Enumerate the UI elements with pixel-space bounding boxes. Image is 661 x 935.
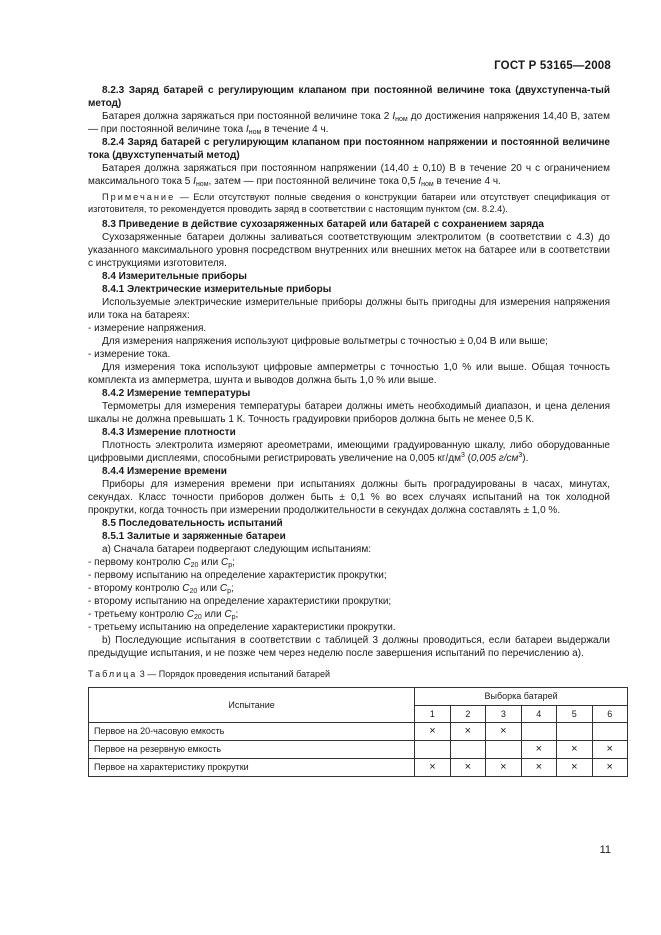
paragraph-8-5-1-a: а) Сначала батареи подвергают следующим испытаниям:	[102, 544, 371, 555]
column-number: 6	[592, 706, 627, 723]
mark-cell: ×	[592, 759, 627, 777]
list-item-1: - первому контролю $C_{20}$ или $C_p$;	[88, 557, 235, 569]
test-name-cell: Первое на характеристику прокрутки	[89, 759, 415, 777]
heading-8-4-3: 8.4.3 Измерение плотности	[102, 427, 236, 438]
column-number: 4	[521, 706, 556, 723]
mark-cell: ×	[521, 759, 556, 777]
list-item-current: - измерение тока.	[88, 349, 171, 360]
mark-cell: ×	[415, 723, 450, 741]
paragraph-8-4-1-intro: Используемые электрические измерительные приборы должны быть пригодны для измерения напряжения или тока на батареях:	[88, 297, 610, 321]
paragraph-8-3: Сухозаряженные батареи должны заливаться соответствующим электролитом (в соответствии с 4.3) до указанного максимального уровня посредством внутренних или внешних меток на батарее или в соответствии с инструкциями изготовителя.	[88, 232, 610, 269]
table-row	[89, 759, 628, 777]
mark-cell: ×	[521, 741, 556, 759]
mark-cell: ×	[557, 759, 592, 777]
list-item-4: - второму испытанию на определение характеристики прокрутки;	[88, 596, 392, 607]
heading-8-3: 8.3 Приведение в действие сухозаряженных батарей или батарей с сохранением заряда	[102, 219, 544, 230]
test-name-cell: Первое на резервную емкость	[89, 741, 415, 759]
column-header-test: Испытание	[89, 688, 415, 723]
test-order-table	[88, 687, 628, 777]
mark-cell: ×	[450, 759, 485, 777]
paragraph-voltmeters: Для измерения напряжения используют цифровые вольтметры с точностью ± 0,04 В или выше;	[102, 336, 548, 347]
heading-8-2-3: 8.2.3 Заряд батарей с регулирующим клапаном при постоянной величине тока (двухступенча-тый метод)	[88, 85, 610, 109]
mark-cell: ×	[450, 723, 485, 741]
list-item-5: - третьему контролю $C_{20}$ или $C_p$;	[88, 609, 239, 621]
mark-cell	[592, 723, 627, 741]
paragraph-8-4-4: Приборы для измерения времени при испытаниях должны быть проградуированы в часах, минутах, секундах. Класс точности приборов должен быть ± 0,1 % во всех случаях испытаний на ток холодной прокрутки, когда точность при измерении продолжительности в секундах должна составлять ± 1,0 %.	[88, 479, 610, 516]
heading-8-4-2: 8.4.2 Измерение температуры	[102, 388, 251, 399]
table-body	[89, 723, 628, 777]
paragraph-8-4-2: Термометры для измерения температуры батареи должны иметь необходимый диапазон, и цена деления шкалы не должна превышать 1 К. Точность градуировки приборов должна быть не менее 0,5 К.	[88, 401, 610, 425]
paragraph-8-2-4: Батарея должна заряжаться при постоянном напряжении (14,40 ± 0,10) В в течение 20 ч с ограничением максимального тока 5 $I_{ном}$, затем — при постоянной величине тока 0,5 $I_{ном}$ в течение 4 ч.	[88, 163, 610, 188]
paragraph-8-2-3: Батарея должна заряжаться при постоянной величине тока 2 $I_{ном}$ до достижения напряжения 14,40 В, затем — при постоянной величине тока $I_{ном}$ в течение 4 ч.	[88, 111, 610, 136]
heading-8-4: 8.4 Измерительные приборы	[102, 271, 247, 282]
mark-cell	[486, 741, 521, 759]
table-row	[89, 741, 628, 759]
heading-8-4-4: 8.4.4 Измерение времени	[102, 466, 227, 477]
mark-cell	[521, 723, 556, 741]
column-number: 2	[450, 706, 485, 723]
list-item-2: - первому испытанию на определение характеристик прокрутки;	[88, 570, 387, 581]
heading-8-5: 8.5 Последовательность испытаний	[102, 518, 283, 529]
page-number: 11	[599, 844, 611, 856]
column-header-sample-group: Выборка батарей	[415, 688, 628, 706]
mark-cell: ×	[557, 741, 592, 759]
paragraph-8-4-3: Плотность электролита измеряют ареометрами, имеющими градуированную шкалу, либо оборудованные цифровыми дисплеями, способными регистрировать увеличение на 0,005 $кг/дм^3$ (0,005 $г/см^3$).	[88, 440, 610, 464]
list-item-voltage: - измерение напряжения.	[88, 323, 207, 334]
mark-cell: ×	[415, 759, 450, 777]
table-caption: Таблица 3 — Порядок проведения испытаний батарей	[88, 669, 330, 679]
column-number: 1	[415, 706, 450, 723]
mark-cell	[450, 741, 485, 759]
paragraph-ammeters: Для измерения тока используют цифровые амперметры с точностью 1,0 % или выше. Общая точность комплекта из амперметра, шунта и выводов должна быть 1,0 % или выше.	[88, 362, 610, 386]
heading-8-4-1: 8.4.1 Электрические измерительные приборы	[102, 284, 332, 295]
standard-header: ГОСТ Р 53165—2008	[494, 60, 611, 72]
mark-cell: ×	[486, 723, 521, 741]
table-row	[89, 723, 628, 741]
list-item-6: - третьему испытанию на определение характеристики прокрутки.	[88, 622, 396, 633]
heading-8-5-1: 8.5.1 Залитые и заряженные батареи	[102, 531, 286, 542]
list-item-3: - второму контролю $C_{20}$ или $C_p$;	[88, 583, 234, 595]
test-name-cell: Первое на 20-часовую емкость	[89, 723, 415, 741]
mark-cell: ×	[592, 741, 627, 759]
note-paragraph: Примечание — Если отсутствуют полные сведения о конструкции батареи или отсутствует спецификация от изготовителя, то рекомендуется проводить заряд в соответствии с настоящим пунктом (см. 8.2.4).	[88, 192, 610, 214]
mark-cell	[557, 723, 592, 741]
paragraph-8-5-1-b: b) Последующие испытания в соответствии с таблицей 3 должны проводиться, если батареи выдержали предыдущие испытания, и не позже чем через неделю после завершения испытаний по перечислению а).	[88, 635, 610, 659]
heading-8-2-4: 8.2.4 Заряд батарей с регулирующим клапаном при постоянном напряжении и постоянной величине тока (двухступенчатый метод)	[88, 137, 610, 161]
column-number: 3	[486, 706, 521, 723]
mark-cell: ×	[486, 759, 521, 777]
mark-cell	[415, 741, 450, 759]
column-number: 5	[557, 706, 592, 723]
page-content	[88, 84, 613, 777]
